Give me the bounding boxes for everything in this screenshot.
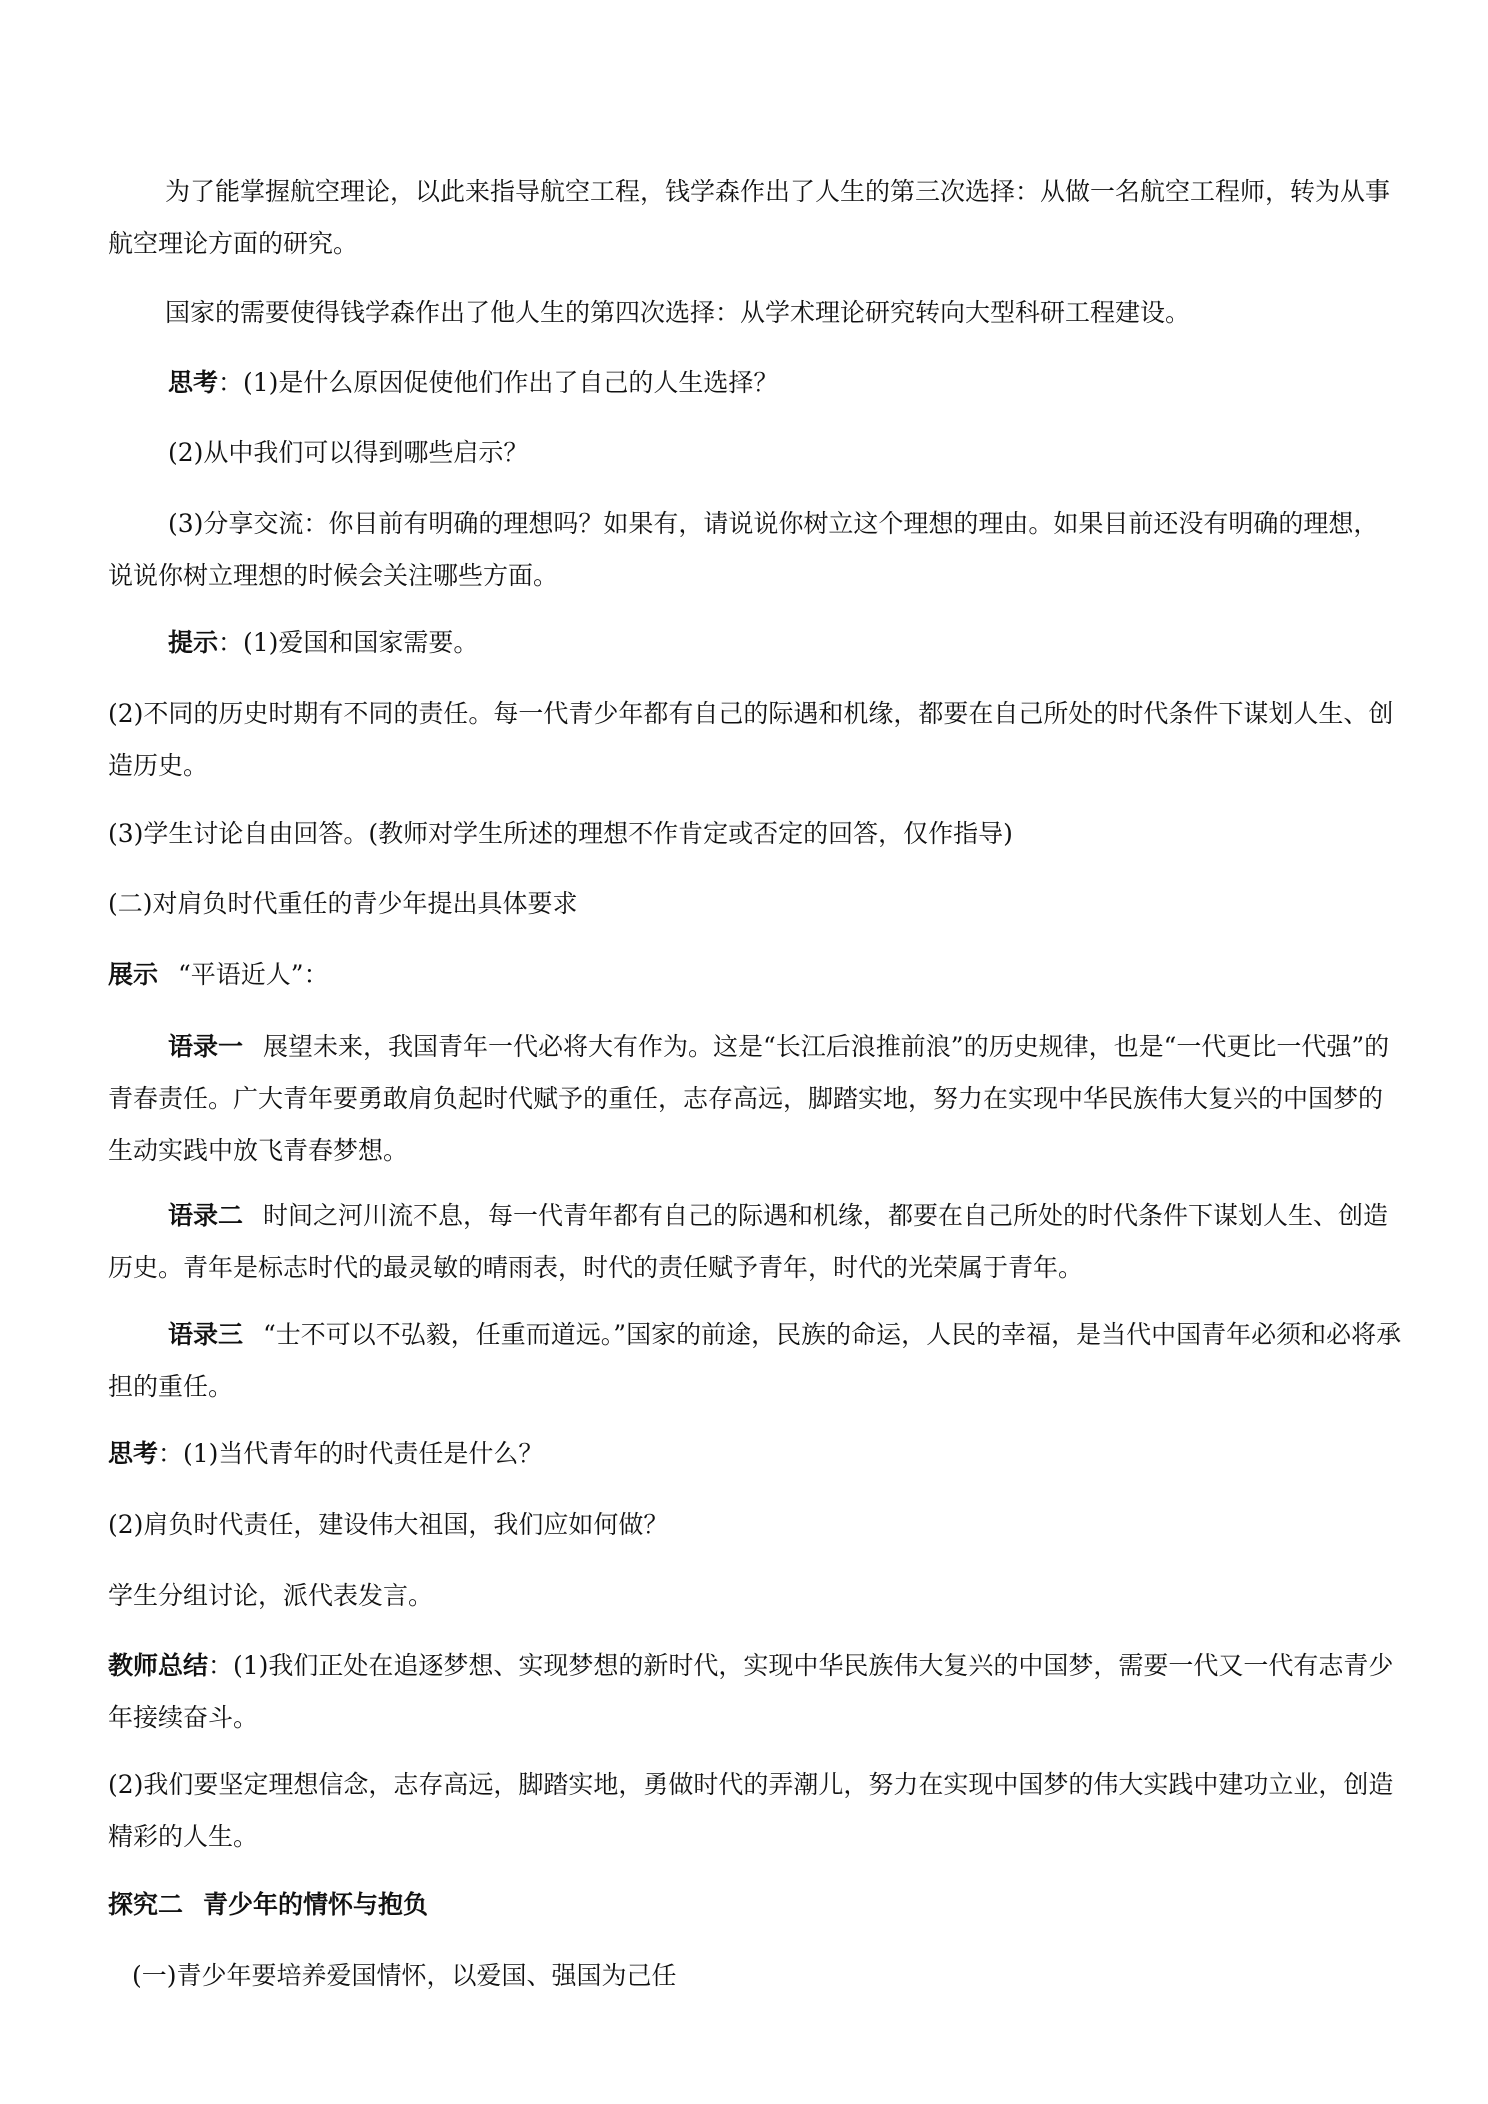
quote-2-label: 语录二 xyxy=(168,1201,244,1230)
paragraph-fourth-choice: 国家的需要使得钱学森作出了他人生的第四次选择：从学术理论研究转向大型科研工程建设。 xyxy=(165,298,1191,327)
quote-3-text: “士不可以不弘毅，任重而道远。”国家的前途，民族的命运，人民的幸福，是当代中国青年必须和必将承担的重任。 xyxy=(108,1320,1402,1401)
quote-1 xyxy=(108,1021,1403,1177)
paragraph-answer-3: (3)学生讨论自由回答。(教师对学生所述的理想不作肯定或否定的回答，仅作指导) xyxy=(108,819,1013,848)
paragraph-group-discussion: 学生分组讨论，派代表发言。 xyxy=(108,1581,434,1610)
quote-1-label: 语录一 xyxy=(168,1032,244,1061)
think-question: ：(1)是什么原因促使他们作出了自己的人生选择？ xyxy=(218,368,779,397)
paragraph-think-2 xyxy=(108,1428,1403,1480)
paragraph-summary-2: (2)我们要坚定理想信念，志存高远，脚踏实地，勇做时代的弄潮儿，努力在实现中国梦的伟大实践中建功立业，创造精彩的人生。 xyxy=(108,1770,1394,1851)
hint-answer: ：(1)爱国和国家需要。 xyxy=(218,628,479,657)
explore-heading xyxy=(108,1879,1403,1931)
paragraph-question-3: (3)分享交流：你目前有明确的理想吗？如果有，请说说你树立这个理想的理由。如果目前还没有明确的理想，说说你树立理想的时候会关注哪些方面。 xyxy=(108,509,1379,590)
show-label: 展示 xyxy=(108,960,159,989)
show-title: “平语近人”： xyxy=(178,960,329,989)
section-heading-2: (二)对肩负时代重任的青少年提出具体要求 xyxy=(108,889,578,918)
paragraph-answer-2: (2)不同的历史时期有不同的责任。每一代青少年都有自己的际遇和机缘，都要在自己所处的时代条件下谋划人生、创造历史。 xyxy=(108,699,1394,780)
summary-label: 教师总结 xyxy=(108,1651,209,1680)
paragraph-hint xyxy=(108,617,1403,669)
quote-2-text: 时间之河川流不息，每一代青年都有自己的际遇和机缘，都要在自己所处的时代条件下谋划人生、创造历史。青年是标志时代的最灵敏的晴雨表，时代的责任赋予青年，时代的光荣属于青年。 xyxy=(108,1201,1389,1282)
paragraph-question-2: (2)从中我们可以得到哪些启示？ xyxy=(168,438,529,467)
hint-label: 提示 xyxy=(168,628,219,657)
subsection-heading: (一)青少年要培养爱国情怀，以爱国、强国为己任 xyxy=(132,1961,677,1990)
think-label: 思考 xyxy=(168,368,219,397)
quote-2 xyxy=(108,1190,1403,1294)
explore-label: 探究二 xyxy=(108,1890,184,1919)
explore-title: 青少年的情怀与抱负 xyxy=(203,1890,429,1919)
quote-3-label: 语录三 xyxy=(168,1320,244,1349)
think-2-label: 思考 xyxy=(108,1439,159,1468)
quote-3 xyxy=(108,1309,1403,1413)
think-2-question: ：(1)当代青年的时代责任是什么？ xyxy=(158,1439,544,1468)
quote-1-text: 展望未来，我国青年一代必将大有作为。这是“长江后浪推前浪”的历史规律，也是“一代更比一代强”的青春责任。广大青年要勇敢肩负起时代赋予的重任，志存高远，脚踏实地，努力在实现中华民族伟大复兴的中国梦的生动实践中放飞青春梦想。 xyxy=(108,1032,1390,1165)
summary-text: ：(1)我们正处在追逐梦想、实现梦想的新时代，实现中华民族伟大复兴的中国梦，需要一代又一代有志青少年接续奋斗。 xyxy=(108,1651,1394,1732)
paragraph-think-1 xyxy=(108,357,1403,409)
paragraph-third-choice: 为了能掌握航空理论，以此来指导航空工程，钱学森作出了人生的第三次选择：从做一名航空工程师，转为从事航空理论方面的研究。 xyxy=(108,177,1391,258)
paragraph-show xyxy=(108,949,1403,1001)
paragraph-question-4: (2)肩负时代责任，建设伟大祖国，我们应如何做？ xyxy=(108,1510,669,1539)
paragraph-teacher-summary xyxy=(108,1640,1403,1744)
